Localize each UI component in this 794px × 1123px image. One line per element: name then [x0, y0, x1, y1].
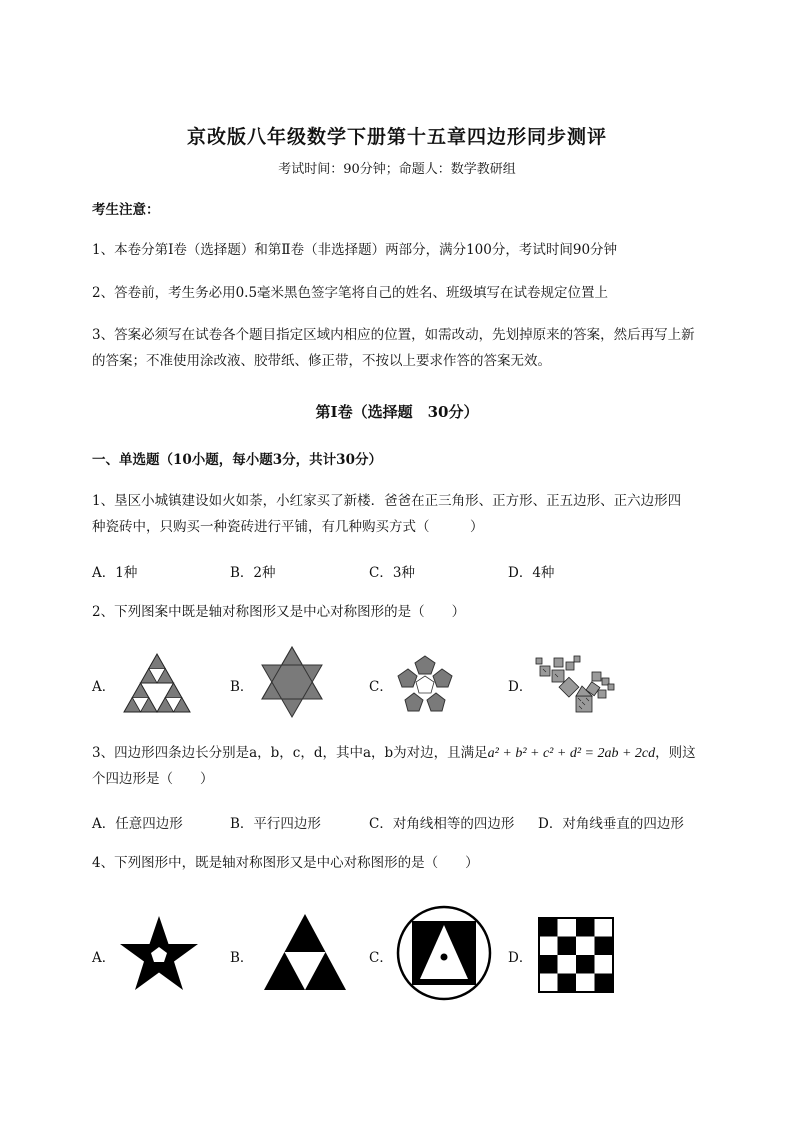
q4-option-d-label[interactable]: D． — [508, 950, 533, 966]
q4-figure-c — [396, 905, 492, 1001]
note-item-3: 3、答案必须写在试卷各个题目指定区域内相应的位置，如需改动，先划掉原来的答案，然后再写上新 — [92, 327, 695, 343]
q4-option-a-label[interactable]: A． — [92, 950, 116, 966]
q2-option-c-label[interactable]: C． — [369, 679, 393, 695]
part-heading: 一、单选题（10小题，每小题3分，共计30分） — [92, 452, 382, 468]
q1-option-c[interactable]: C．3种 — [369, 565, 415, 581]
q4-option-b-label[interactable]: B． — [230, 950, 254, 966]
q1-stem-line2: 种瓷砖中，只购买一种瓷砖进行平铺，有几种购买方式（ ） — [92, 519, 484, 535]
section-title: 第I卷（选择题 30分） — [315, 403, 479, 421]
q1-option-d[interactable]: D．4种 — [508, 565, 555, 581]
q2-stem: 2、下列图案中既是轴对称图形又是中心对称图形的是（ ） — [92, 604, 466, 620]
q2-option-d-label[interactable]: D． — [508, 679, 533, 695]
q1-option-a[interactable]: A．1种 — [92, 565, 138, 581]
q4-option-c-label[interactable]: C． — [369, 950, 393, 966]
note-item-1: 1、本卷分第I卷（选择题）和第Ⅱ卷（非选择题）两部分，满分100分，考试时间90分钟 — [92, 242, 618, 258]
q2-option-b-label[interactable]: B． — [230, 679, 254, 695]
q3-stem-line1 — [92, 743, 696, 764]
q3-option-c[interactable]: C．对角线相等的四边形 — [369, 816, 515, 832]
q4-figure-d — [538, 917, 614, 993]
q1-option-b[interactable]: B．2种 — [230, 565, 276, 581]
q3-option-d[interactable]: D．对角线垂直的四边形 — [538, 816, 684, 832]
q4-stem: 4、下列图形中，既是轴对称图形又是中心对称图形的是（ ） — [92, 855, 479, 871]
exam-info: 考试时间：90分钟；命题人：数学教研组 — [278, 162, 516, 177]
q2-figure-c — [394, 654, 456, 714]
q3-stem-prefix: 3、四边形四条边长分别是a，b，c，d，其中a，b为对边，且满足 — [92, 745, 488, 761]
notes-heading: 考生注意： — [92, 202, 160, 218]
q4-figure-b — [262, 912, 348, 992]
q3-stem-suffix: ，则这 — [655, 745, 696, 761]
q2-figure-b — [256, 646, 328, 718]
page-title: 京改版八年级数学下册第十五章四边形同步测评 — [186, 126, 607, 148]
note-item-3-cont: 的答案；不准使用涂改液、胶带纸、修正带，不按以上要求作答的答案无效。 — [92, 353, 551, 369]
note-item-2: 2、答卷前，考生务必用0.5毫米黑色签字笔将自己的姓名、班级填写在试卷规定位置上 — [92, 285, 609, 301]
q2-option-a-label[interactable]: A． — [92, 679, 116, 695]
q2-figure-d — [532, 654, 618, 716]
q3-formula: a² + b² + c² + d² = 2ab + 2cd — [487, 746, 656, 761]
q4-figure-a — [118, 914, 200, 992]
q3-option-b[interactable]: B．平行四边形 — [230, 816, 321, 832]
q3-stem-line2: 个四边形是（ ） — [92, 771, 214, 787]
q3-option-a[interactable]: A．任意四边形 — [92, 816, 183, 832]
q2-figure-a — [122, 652, 192, 714]
q1-stem-line1: 1、垦区小城镇建设如火如荼，小红家买了新楼．爸爸在正三角形、正方形、正五边形、正六边形四 — [92, 493, 682, 509]
